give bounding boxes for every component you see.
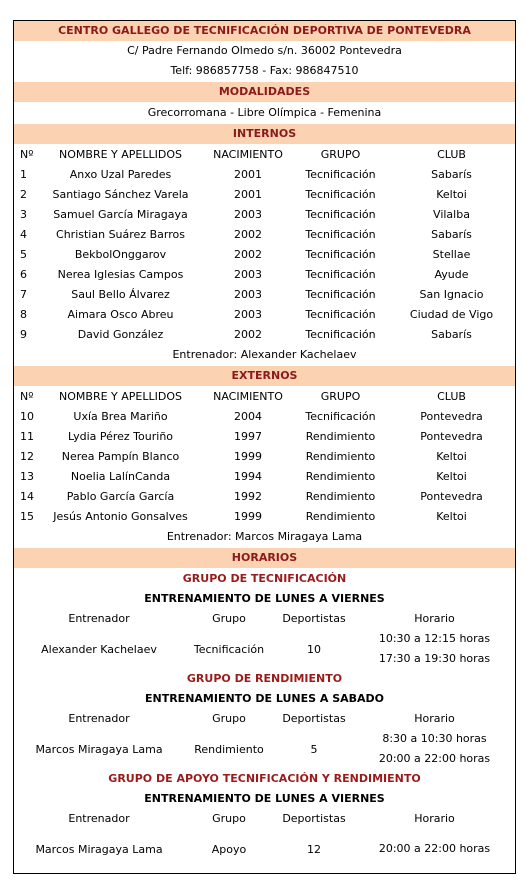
athlete-group: Tecnificación bbox=[305, 248, 376, 261]
horarios-section bbox=[14, 569, 515, 869]
schedule-label-hours: Horario bbox=[414, 612, 455, 625]
table-row bbox=[14, 165, 515, 185]
schedule-group-title: GRUPO DE RENDIMIENTO bbox=[186, 672, 343, 685]
athlete-name: Jesús Antonio Gonsalves bbox=[53, 510, 188, 523]
row-number: 10 bbox=[20, 410, 34, 423]
athlete-name: BekbolOnggarov bbox=[74, 248, 167, 261]
row-number: 9 bbox=[20, 328, 27, 341]
athlete-name: Nerea Iglesias Campos bbox=[57, 268, 184, 281]
horarios-title: HORARIOS bbox=[14, 547, 515, 569]
row-number: 11 bbox=[20, 430, 34, 443]
column-header-no: Nº bbox=[20, 390, 34, 403]
schedule-label-athletes: Deportistas bbox=[282, 712, 346, 725]
birth-year: 2004 bbox=[234, 410, 262, 423]
athlete-name: Pablo García García bbox=[66, 490, 175, 503]
table-row bbox=[14, 487, 515, 507]
externos-trainer: Entrenador: Marcos Miragaya Lama bbox=[166, 530, 363, 543]
internos-table bbox=[14, 165, 515, 345]
center-title: CENTRO GALLEGO DE TECNIFICACIÓN DEPORTIVA DE PONTEVEDRA bbox=[14, 21, 515, 41]
table-row bbox=[14, 305, 515, 325]
row-number: 13 bbox=[20, 470, 34, 483]
column-header-group: GRUPO bbox=[320, 390, 361, 403]
schedule-block bbox=[14, 769, 515, 869]
table-row bbox=[14, 447, 515, 467]
schedule-days: ENTRENAMIENTO DE LUNES A VIERNES bbox=[144, 592, 385, 605]
birth-year: 2002 bbox=[234, 228, 262, 241]
table-row bbox=[14, 245, 515, 265]
schedule-trainer: Alexander Kachelaev bbox=[41, 642, 157, 656]
column-header-group: GRUPO bbox=[320, 148, 361, 161]
athlete-club: Keltoi bbox=[436, 470, 467, 483]
column-header-club: CLUB bbox=[437, 148, 466, 161]
schedule-label-trainer: Entrenador bbox=[68, 712, 130, 725]
athlete-club: Keltoi bbox=[436, 450, 467, 463]
modalidades-title: MODALIDADES bbox=[14, 81, 515, 103]
schedule-block bbox=[14, 669, 515, 769]
birth-year: 2001 bbox=[234, 188, 262, 201]
center-phone: Telf: 986857758 - Fax: 986847510 bbox=[170, 64, 359, 77]
schedule-group: Apoyo bbox=[211, 842, 247, 856]
column-header-name: NOMBRE Y APELLIDOS bbox=[59, 148, 182, 161]
athlete-club: Pontevedra bbox=[420, 410, 483, 423]
schedule-hour-line: 20:00 a 22:00 horas bbox=[378, 842, 491, 855]
birth-year: 2002 bbox=[234, 248, 262, 261]
column-header-birth: NACIMIENTO bbox=[213, 148, 283, 161]
schedule-label-group: Grupo bbox=[212, 712, 246, 725]
schedule-hour-line: 10:30 a 12:15 horas bbox=[378, 632, 491, 645]
column-header-no: Nº bbox=[20, 148, 34, 161]
schedule-group: Tecnificación bbox=[193, 642, 265, 656]
athlete-name: Santiago Sánchez Varela bbox=[52, 188, 189, 201]
athlete-club: Pontevedra bbox=[420, 430, 483, 443]
schedule-hours bbox=[354, 829, 515, 869]
schedule-hours bbox=[354, 629, 515, 669]
schedule-data-row bbox=[14, 829, 515, 869]
schedule-data-row bbox=[14, 729, 515, 769]
athlete-group: Tecnificación bbox=[305, 328, 376, 341]
birth-year: 1999 bbox=[234, 510, 262, 523]
row-number: 1 bbox=[20, 168, 27, 181]
athlete-club: Ayude bbox=[434, 268, 469, 281]
column-header-club: CLUB bbox=[437, 390, 466, 403]
schedule-data-row bbox=[14, 629, 515, 669]
schedule-hour-line: 20:00 a 22:00 horas bbox=[378, 752, 491, 765]
column-header-birth: NACIMIENTO bbox=[213, 390, 283, 403]
schedule-block bbox=[14, 569, 515, 669]
row-number: 6 bbox=[20, 268, 27, 281]
athlete-group: Tecnificación bbox=[305, 208, 376, 221]
schedule-group: Rendimiento bbox=[194, 742, 264, 756]
athlete-club: Keltoi bbox=[436, 188, 467, 201]
birth-year: 1994 bbox=[234, 470, 262, 483]
athlete-group: Tecnificación bbox=[305, 308, 376, 321]
row-number: 4 bbox=[20, 228, 27, 241]
externos-header-row bbox=[14, 387, 515, 407]
externos-table bbox=[14, 407, 515, 527]
athlete-name: Christian Suárez Barros bbox=[56, 228, 185, 241]
column-header-name: NOMBRE Y APELLIDOS bbox=[59, 390, 182, 403]
athlete-club: Sabarís bbox=[431, 168, 472, 181]
athlete-name: Anxo Uzal Paredes bbox=[69, 168, 172, 181]
birth-year: 2003 bbox=[234, 308, 262, 321]
athlete-group: Tecnificación bbox=[305, 288, 376, 301]
athlete-name: Aimara Osco Abreu bbox=[67, 308, 174, 321]
birth-year: 1992 bbox=[234, 490, 262, 503]
internos-header-row bbox=[14, 145, 515, 165]
table-row bbox=[14, 407, 515, 427]
athlete-club: Sabarís bbox=[431, 228, 472, 241]
athlete-club: Pontevedra bbox=[420, 490, 483, 503]
document-sheet bbox=[13, 20, 516, 874]
birth-year: 1999 bbox=[234, 450, 262, 463]
athlete-name: Uxía Brea Mariño bbox=[73, 410, 168, 423]
athlete-group: Rendimiento bbox=[305, 430, 376, 443]
row-number: 5 bbox=[20, 248, 27, 261]
table-row bbox=[14, 325, 515, 345]
athlete-group: Tecnificación bbox=[305, 268, 376, 281]
center-address: C/ Padre Fernando Olmedo s/n. 36002 Pontevedra bbox=[127, 44, 402, 57]
athlete-club: Stellae bbox=[432, 248, 471, 261]
schedule-label-athletes: Deportistas bbox=[282, 812, 346, 825]
athlete-group: Rendimiento bbox=[305, 490, 376, 503]
schedule-days: ENTRENAMIENTO DE LUNES A VIERNES bbox=[144, 792, 385, 805]
schedule-athletes: 10 bbox=[307, 642, 321, 656]
schedule-trainer: Marcos Miragaya Lama bbox=[35, 842, 163, 856]
table-row bbox=[14, 265, 515, 285]
birth-year: 2003 bbox=[234, 268, 262, 281]
table-row bbox=[14, 205, 515, 225]
schedule-athletes: 5 bbox=[310, 742, 318, 756]
schedule-group-title: GRUPO DE APOYO TECNIFICACIÓN Y RENDIMIENTO bbox=[108, 772, 421, 785]
table-row bbox=[14, 467, 515, 487]
athlete-name: Saul Bello Álvarez bbox=[71, 288, 170, 301]
row-number: 12 bbox=[20, 450, 34, 463]
table-row bbox=[14, 225, 515, 245]
athlete-club: Ciudad de Vigo bbox=[409, 308, 494, 321]
athlete-group: Tecnificación bbox=[305, 168, 376, 181]
schedule-header-row bbox=[14, 809, 515, 829]
schedule-label-hours: Horario bbox=[414, 812, 455, 825]
externos-title: EXTERNOS bbox=[14, 365, 515, 387]
schedule-hours bbox=[354, 729, 515, 769]
schedule-label-hours: Horario bbox=[414, 712, 455, 725]
birth-year: 2001 bbox=[234, 168, 262, 181]
schedule-label-group: Grupo bbox=[212, 612, 246, 625]
athlete-club: Sabarís bbox=[431, 328, 472, 341]
athlete-club: Keltoi bbox=[436, 510, 467, 523]
schedule-hour-line: 8:30 a 10:30 horas bbox=[382, 732, 487, 745]
schedule-athletes: 12 bbox=[307, 842, 321, 856]
athlete-group: Rendimiento bbox=[305, 470, 376, 483]
row-number: 14 bbox=[20, 490, 34, 503]
athlete-group: Rendimiento bbox=[305, 450, 376, 463]
athlete-group: Tecnificación bbox=[305, 228, 376, 241]
birth-year: 2002 bbox=[234, 328, 262, 341]
table-row bbox=[14, 285, 515, 305]
schedule-header-row bbox=[14, 709, 515, 729]
table-row bbox=[14, 427, 515, 447]
schedule-label-athletes: Deportistas bbox=[282, 612, 346, 625]
internos-trainer: Entrenador: Alexander Kachelaev bbox=[172, 348, 357, 361]
athlete-name: Noelia LalínCanda bbox=[70, 470, 171, 483]
table-row bbox=[14, 507, 515, 527]
schedule-label-group: Grupo bbox=[212, 812, 246, 825]
schedule-days: ENTRENAMIENTO DE LUNES A SABADO bbox=[144, 692, 385, 705]
athlete-club: San Ignacio bbox=[419, 288, 484, 301]
row-number: 8 bbox=[20, 308, 27, 321]
row-number: 7 bbox=[20, 288, 27, 301]
schedule-label-trainer: Entrenador bbox=[68, 612, 130, 625]
athlete-group: Tecnificación bbox=[305, 188, 376, 201]
table-row bbox=[14, 185, 515, 205]
athlete-group: Rendimiento bbox=[305, 510, 376, 523]
birth-year: 1997 bbox=[234, 430, 262, 443]
athlete-name: David González bbox=[77, 328, 164, 341]
athlete-group: Tecnificación bbox=[305, 410, 376, 423]
internos-title: INTERNOS bbox=[14, 123, 515, 145]
athlete-name: Nerea Pampín Blanco bbox=[61, 450, 180, 463]
row-number: 15 bbox=[20, 510, 34, 523]
schedule-hour-line: 17:30 a 19:30 horas bbox=[378, 652, 491, 665]
athlete-club: Vilalba bbox=[433, 208, 470, 221]
row-number: 3 bbox=[20, 208, 27, 221]
schedule-trainer: Marcos Miragaya Lama bbox=[35, 742, 163, 756]
row-number: 2 bbox=[20, 188, 27, 201]
birth-year: 2003 bbox=[234, 208, 262, 221]
athlete-name: Samuel García Miragaya bbox=[53, 208, 188, 221]
modalidades-list: Grecorromana - Libre Olímpica - Femenina bbox=[147, 106, 382, 119]
schedule-group-title: GRUPO DE TECNIFICACIÓN bbox=[182, 572, 347, 585]
athlete-name: Lydia Pérez Touriño bbox=[67, 430, 174, 443]
schedule-label-trainer: Entrenador bbox=[68, 812, 130, 825]
birth-year: 2003 bbox=[234, 288, 262, 301]
schedule-header-row bbox=[14, 609, 515, 629]
